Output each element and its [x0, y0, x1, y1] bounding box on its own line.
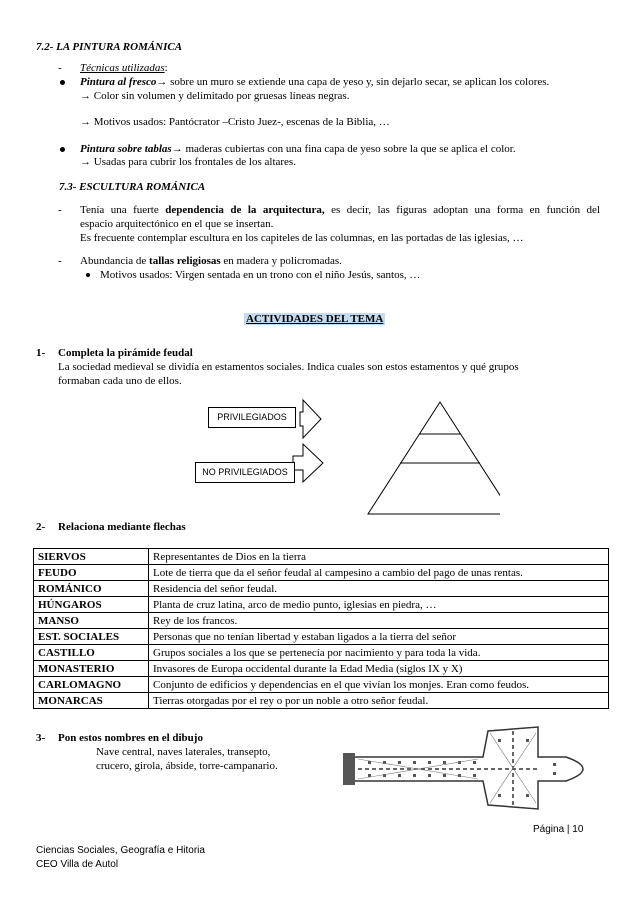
activities-title: ACTIVIDADES DEL TEMA — [246, 313, 384, 325]
relation-right-cell: Rey de los francos. — [149, 613, 609, 629]
table-row — [34, 549, 609, 565]
activity3-title: Pon estos nombres en el dibujo — [58, 732, 203, 744]
relation-left-cell: CARLOMAGNO — [34, 677, 149, 693]
table-row — [34, 677, 609, 693]
arrow-icon — [293, 444, 323, 482]
table-row — [34, 693, 609, 709]
activity1-line2: formaban cada uno de ellos. — [58, 375, 182, 387]
fresco-sub1: → Color sin volumen y delimitado por gruesas líneas negras. — [80, 90, 350, 102]
fresco-term: Pintura al fresco — [80, 76, 157, 88]
relation-left-cell: HÚNGAROS — [34, 597, 149, 613]
activity2-number: 2- — [36, 521, 46, 533]
relation-table — [33, 548, 609, 709]
dash-bullet: - — [58, 255, 62, 267]
escultura-p1-line1: Tenía una fuerte dependencia de la arquitectura, es decir, las figuras adoptan una forma en función del — [80, 204, 600, 216]
activity1-title: Completa la pirámide feudal — [58, 347, 193, 359]
dash-bullet: - — [58, 204, 62, 216]
fresco-line: Pintura al fresco→ sobre un muro se extiende una capa de yeso y, sin dejarlo secar, se aplican los colores. — [80, 76, 550, 88]
escultura-p1-line3: Es frecuente contemplar escultura en los capiteles de las columnas, en las portadas de las iglesias, … — [80, 232, 524, 244]
tablas-sub1: → Usadas para cubrir los frontales de los altares. — [80, 156, 296, 168]
table-row — [34, 597, 609, 613]
tecnicas-line: Técnicas utilizadas: — [80, 62, 168, 74]
tablas-term: Pintura sobre tablas — [80, 143, 172, 155]
activity3-number: 3- — [36, 732, 46, 744]
relation-right-cell: Lote de tierra que da el señor feudal al campesino a cambio del pago de unas rentas. — [149, 565, 609, 581]
arrow-icon — [300, 400, 321, 438]
relation-left-cell: SIERVOS — [34, 549, 149, 565]
relation-left-cell: CASTILLO — [34, 645, 149, 661]
relation-right-cell: Personas que no tenían libertad y estaban ligados a la tierra del señor — [149, 629, 609, 645]
activity1-number: 1- — [36, 347, 46, 359]
table-row — [34, 629, 609, 645]
arrow-icon: → — [156, 76, 168, 88]
activity3-line1: Nave central, naves laterales, transepto, — [96, 746, 271, 758]
privilegiados-box: PRIVILEGIADOS — [208, 407, 296, 428]
pyramid-icon — [368, 402, 500, 514]
bullet-icon — [60, 80, 65, 85]
bullet-icon — [60, 147, 65, 152]
relation-left-cell: MONARCAS — [34, 693, 149, 709]
tecnicas-label: Técnicas utilizadas — [80, 62, 165, 74]
relation-left-cell: EST. SOCIALES — [34, 629, 149, 645]
dash-bullet: - — [58, 62, 62, 74]
table-row — [34, 613, 609, 629]
relation-right-cell: Residencia del señor feudal. — [149, 581, 609, 597]
footer-line1: Ciencias Sociales, Geografía e Hitoria — [36, 845, 205, 856]
section-73-title: 7.3- ESCULTURA ROMÁNICA — [59, 181, 206, 193]
section-72-title: 7.2- LA PINTURA ROMÁNICA — [36, 41, 183, 53]
bullet-icon — [86, 273, 90, 277]
no-privilegiados-box: NO PRIVILEGIADOS — [195, 462, 295, 483]
relation-right-cell: Tierras otorgadas por el rey o por un noble a otro señor feudal. — [149, 693, 609, 709]
church-floor-plan-image — [338, 709, 608, 819]
activity3-line2: crucero, girola, ábside, torre-campanario. — [96, 760, 278, 772]
tablas-line: Pintura sobre tablas→ maderas cubiertas con una fina capa de yeso sobre la que se aplica el color. — [80, 143, 516, 155]
relation-right-cell: Grupos sociales a los que se pertenecía por nacimiento y para toda la vida. — [149, 645, 609, 661]
table-row — [34, 661, 609, 677]
relation-right-cell: Conjunto de edificios y dependencias en el que vivían los monjes. Eran como feudos. — [149, 677, 609, 693]
relation-right-cell: Planta de cruz latina, arco de medio punto, iglesias en piedra, … — [149, 597, 609, 613]
activity2-title: Relaciona mediante flechas — [58, 521, 186, 533]
arrow-icon: → — [171, 143, 183, 155]
page-number: Página | 10 — [533, 824, 584, 835]
fresco-sub2: → Motivos usados: Pantócrator –Cristo Juez-, escenas de la Biblia, … — [80, 116, 390, 128]
escultura-p2: Abundancia de tallas religiosas en madera y policromadas. — [80, 255, 342, 267]
relation-right-cell: Representantes de Dios en la tierra — [149, 549, 609, 565]
relation-left-cell: ROMÁNICO — [34, 581, 149, 597]
relation-left-cell: MONASTERIO — [34, 661, 149, 677]
escultura-p2-sub: Motivos usados: Virgen sentada en un trono con el niño Jesús, santos, … — [100, 269, 421, 281]
relation-left-cell: FEUDO — [34, 565, 149, 581]
footer-line2: CEO Villa de Autol — [36, 859, 119, 870]
relation-left-cell: MANSO — [34, 613, 149, 629]
relation-right-cell: Invasores de Europa occidental durante la Edad Media (siglos IX y X) — [149, 661, 609, 677]
table-row — [34, 581, 609, 597]
activity1-line1: La sociedad medieval se dividía en estamentos sociales. Indica cuales son estos estamentos y qué grupos — [58, 361, 519, 373]
table-row — [34, 565, 609, 581]
escultura-p1-line2: espacio arquitectónico en el que se insertan. — [80, 218, 274, 230]
table-row — [34, 645, 609, 661]
